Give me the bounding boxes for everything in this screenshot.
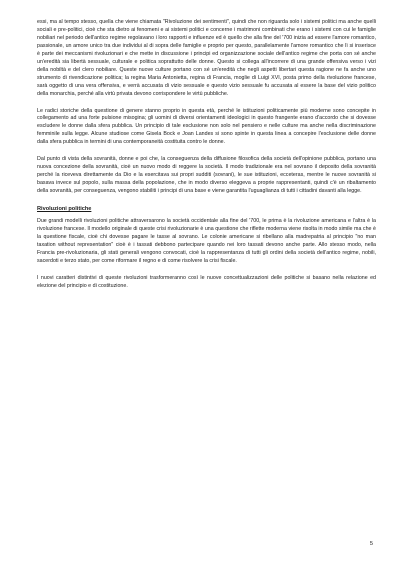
document-page (37, 19, 376, 300)
paragraph-4: Due grandi modelli rivoluzioni politiche attraversarono la società occidentale alla fine del '700, le prima è la rivoluzione americana e l'altra è la rivoluzione francese. Il modello originale di queste crisi rivoluzionarie è una questione che riflette moderna viene risolta in modo simile ma che è la questione fiscale, cioè chi dovesse pagare le tasse al sovrano. Le colonie americane si ribellano alla madrepatria al principio "no man taxation without representation" cioè è i tassati debbono partecipare quando nei loro tassati devono anche parte. Allo stesso modo, nella Francia pre-rivoluzionaria, gli stati generali vengono convocati, cioè la rappresentanza di tutti gli ordini della società dell'antico regime, nobili, sacerdoti e terzo stato, per come riformare il regno e di come risolvere la crisi fiscale. (37, 218, 376, 264)
section-heading: Rivoluzioni politiche (37, 206, 92, 213)
paragraph-2: Le radici storiche della questione di genere stanno proprio in questa età, perché le istituzioni politicamente più moderne sono concepite in collegamento ad una forte pulsione misogina; gli uomini di diversi orientamenti ideologici in questo frangente erano d'accordo che si dovesse escludere le donne dalla sfera pubblica. Un principio di tale esclusione non solo nel pensiero e nelle culture ma anche nella discriminazione femminile sulla legge. Alcune studiose come Gisela Bock e Joan Landes si sono spinte in questa linea a concepire l'esclusione delle donne dalla sfera pubblica in termini di una contemporaneità costituita contro le donne. (37, 107, 376, 146)
paragraph-5: I nuovi caratteri distintivi di queste rivoluzioni trasformeranno così le nuove concettualizzazioni delle politiche si basano nella relazione ed elezione del principio e di costituzione. (37, 274, 376, 289)
page-number: 5 (369, 541, 373, 547)
paragraph-3: Dal punto di vista della sovranità, donne e poi che, la conseguenza della diffusione filosofica della società dell'opinione pubblica, portano una nuova concezione della sovranità, cioè un nuovo modo di reggere la società. Il modo tradizionale era nel sovrano il deposito della sovranità perché la riceveva direttamente da Dio e la esercitava sui propri sudditi (sovrani), le sue istituzioni, ecceteras, mentre le nuove sovranità si basava invece sul popolo, sulla massa della popolazione, che in modo diverso eleggeva a proprie rappresentanti, quindi c'è un ribaltamento della sovranità, per conseguenza, vengono stabiliti i principi di una base e viene garantita l'uguaglianza di tutti i cittadini davanti alla legge. (37, 156, 376, 195)
paragraph-1: essi, ma al tempo stesso, quella che viene chiamata "Rivoluzione dei sentimenti", quindi che non riguarda solo i sistemi politici ma anche quelli sociali e pre-politici, cioè che sta dietro ai fenomeni e ai sistemi politici e concerne i matrimoni combinati che erano i sistemi con cui le famiglie nobiliari nel periodo dell'antico regime regolavano i loro rapporti e influenze ed è quello che alla fine del '700 inizia ad essere l'amore romantico, passionale, un amore unico tra due individui al di sopra delle famiglie e proprio per questo, parallelamente l'amore romantico che lì si inserisce è parte dei meccanismi rivoluzionari e che mette in discussione i principi ed organizzazione sociale dell'antico regime che porta con sé anche un'eredità sia libertà sessuale, culturale e politica soprattutto delle donne. Questo si collega all'incorrere di una grande offensiva verso i vizi della nobiltà e del clero nobiliare. Queste nuove culture portano con sé un'eredità che negli aspetti libertari questa ragione ne fa anche uno strumento di rivendicazione politica; la regina Maria Antonietta, regina di Francia, moglie di Luigi XVI, posta primo della rivoluzione francese, sarà oggetto di una vera offensiva, e verrà accusata di vizio sessuale e questo vizio sessuale fu accusata al essere la base del vizio politico della monarchia, perché alla virtù privata devono corrispondere le virtù pubbliche. (37, 19, 376, 97)
